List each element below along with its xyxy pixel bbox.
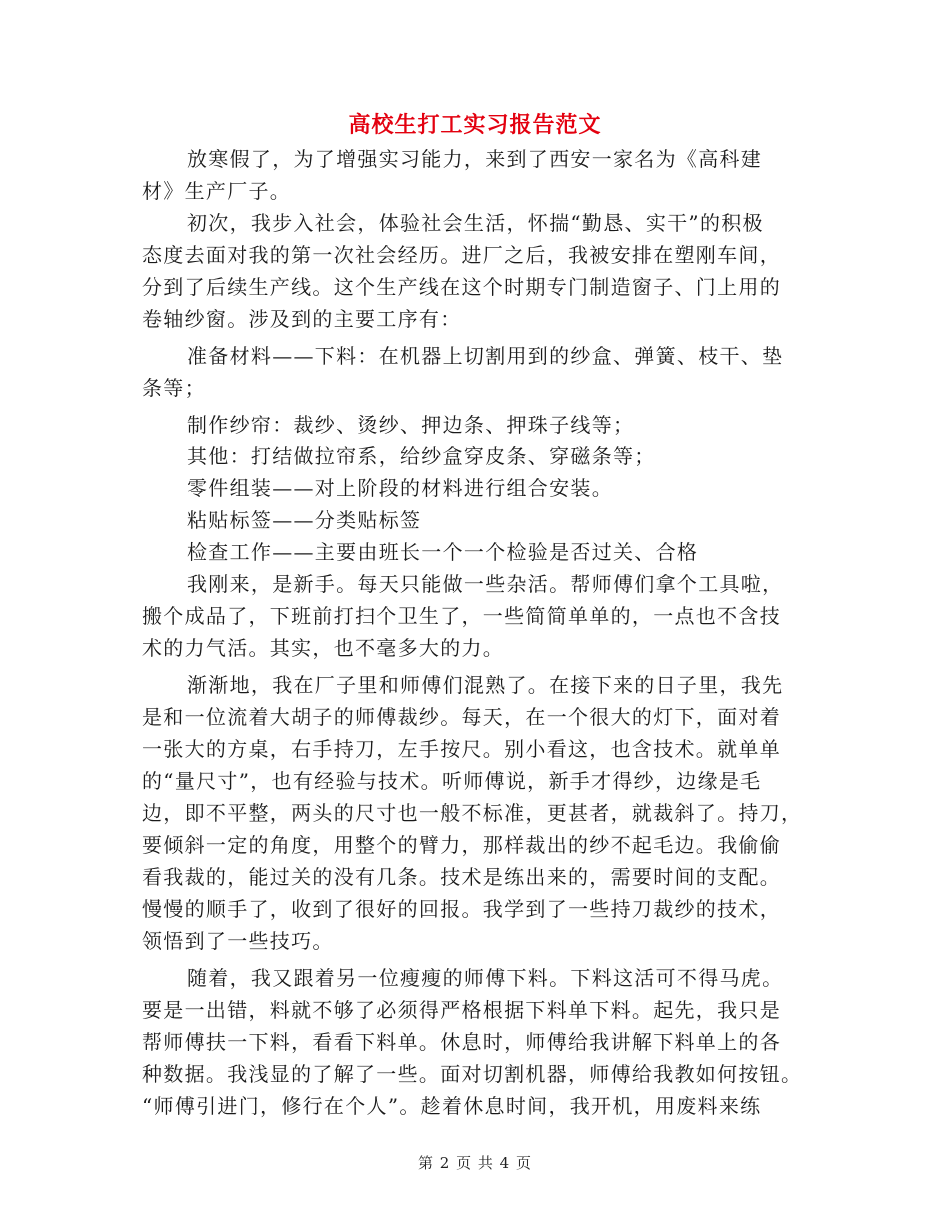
paragraph-line: 检查工作——主要由班长一个一个检验是否过关、合格 xyxy=(187,540,699,564)
paragraph-line: 术的力气活。其实，也不毫多大的力。 xyxy=(142,636,505,660)
paragraph-line: 边，即不平整，两头的尺寸也一般不标准，更甚者，就裁斜了。持刀， xyxy=(142,801,803,825)
paragraph-line: 是和一位流着大胡子的师傅裁纱。每天，在一个很大的灯下，面对着 xyxy=(142,705,781,729)
paragraph-line: 搬个成品了，下班前打扫个卫生了，一些简简单单的，一点也不含技 xyxy=(142,604,781,628)
paragraph-line: 要倾斜一定的角度，用整个的臂力，那样裁出的纱不起毛边。我偷偷 xyxy=(142,833,781,857)
paragraph-line: “师傅引进门，修行在个人”。趁着休息时间，我开机，用废料来练 xyxy=(142,1094,762,1118)
paragraph-line: 材》生产厂子。 xyxy=(142,179,292,203)
paragraph-line: 一张大的方桌，右手持刀，左手按尺。别小看这，也含技术。就单单 xyxy=(142,737,781,761)
paragraph-line: 态度去面对我的第一次社会经历。进厂之后，我被安排在塑刚车间， xyxy=(142,243,781,267)
paragraph-line: 准备材料——下料：在机器上切割用到的纱盒、弹簧、枝干、垫 xyxy=(187,344,784,368)
paragraph-line: 领悟到了一些技巧。 xyxy=(142,929,334,953)
paragraph-line: 放寒假了，为了增强实习能力，来到了西安一家名为《高科建 xyxy=(187,147,763,171)
paragraph-line: 初次，我步入社会，体验社会生活，怀揣“勤恳、实干”的积极 xyxy=(187,211,764,235)
paragraph-line: 卷轴纱窗。涉及到的主要工序有： xyxy=(142,307,462,331)
paragraph-line: 条等； xyxy=(142,376,206,400)
paragraph-line: 帮师傅扶一下料，看看下料单。休息时，师傅给我讲解下料单上的各 xyxy=(142,1030,781,1054)
paragraph-line: 粘贴标签——分类贴标签 xyxy=(187,508,422,532)
paragraph-line: 制作纱帘：裁纱、烫纱、押边条、押珠子线等； xyxy=(187,413,635,437)
paragraph-line: 慢慢的顺手了，收到了很好的回报。我学到了一些持刀裁纱的技术， xyxy=(142,897,781,921)
paragraph-line: 要是一出错，料就不够了必须得严格根据下料单下料。起先，我只是 xyxy=(142,998,781,1022)
paragraph-line: 零件组装——对上阶段的材料进行组合安装。 xyxy=(187,476,613,500)
paragraph-line: 分到了后续生产线。这个生产线在这个时期专门制造窗子、门上用的 xyxy=(142,275,781,299)
paragraph-line: 渐渐地，我在厂子里和师傅们混熟了。在接下来的日子里，我先 xyxy=(187,673,784,697)
paragraph-line: 我刚来，是新手。每天只能做一些杂活。帮师傅们拿个工具啦， xyxy=(187,572,784,596)
document-title: 高校生打工实习报告范文 xyxy=(348,112,602,138)
paragraph-line: 其他：打结做拉帘系，给纱盒穿皮条、穿磁条等； xyxy=(187,444,656,468)
paragraph-line: 看我裁的，能过关的没有几条。技术是练出来的，需要时间的支配。 xyxy=(142,865,781,889)
paragraph-line: 种数据。我浅显的了解了一些。面对切割机器，师傅给我教如何按钮。 xyxy=(142,1062,803,1086)
paragraph-line: 随着，我又跟着另一位瘦瘦的师傅下料。下料这活可不得马虎。 xyxy=(187,966,784,990)
paragraph-line: 的“量尺寸”，也有经验与技术。听师傅说，新手才得纱，边缘是毛 xyxy=(142,769,762,793)
page-number: 第 2 页 共 4 页 xyxy=(418,1154,532,1172)
